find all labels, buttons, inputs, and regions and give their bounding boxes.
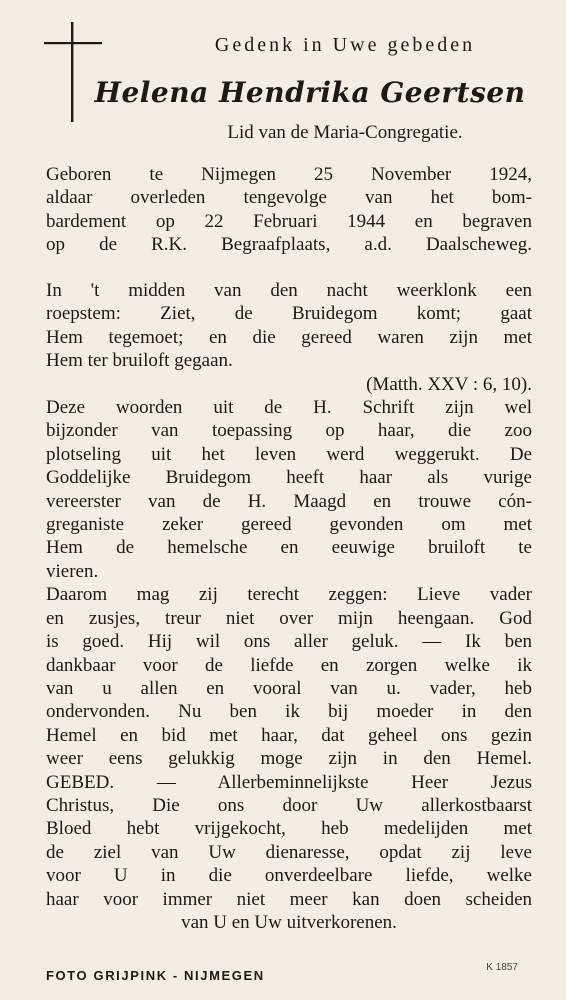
text-line: dankbaar voor de liefde en zorgen welke ik bbox=[46, 654, 532, 676]
text-line: Hemel en bid met haar, dat geheel ons gezin bbox=[46, 724, 532, 746]
verse-reference: (Matth. XXV : 6, 10). bbox=[366, 373, 532, 395]
photographer-credit: FOTO GRIJPINK - NIJMEGEN bbox=[46, 968, 265, 983]
birth-paragraph bbox=[46, 163, 532, 257]
text-line: van u allen en vooral van u. vader, heb bbox=[46, 677, 532, 699]
text-line: Daarom mag zij terecht zeggen: Lieve vader bbox=[46, 584, 532, 606]
text-line: op de R.K. Begraafplaats, a.d. Daalscheweg. bbox=[46, 234, 532, 256]
header-text: Gedenk in Uwe gebeden bbox=[214, 34, 476, 56]
text-line: vereerster van de H. Maagd en trouwe cón- bbox=[46, 490, 532, 512]
text-line: de ziel van Uw dienaresse, opdat zij leve bbox=[46, 841, 532, 863]
text-line: Hem tegemoet; en die gereed waren zijn met bbox=[46, 326, 532, 348]
text-line: In 't midden van den nacht weerklonk een bbox=[46, 280, 532, 301]
text-line: haar voor immer niet meer kan doen scheiden bbox=[46, 888, 532, 910]
text-line: greganiste zeker gereed gevonden om met bbox=[46, 514, 532, 536]
text-line: Hem ter bruiloft gegaan. bbox=[46, 350, 233, 372]
text-line: roepstem: Ziet, de Bruidegom komt; gaat bbox=[46, 303, 532, 325]
text-line: Deze woorden uit de H. Schrift zijn wel bbox=[46, 397, 532, 419]
text-line: Geboren te Nijmegen 25 November 1924, bbox=[46, 164, 532, 185]
text-line: Christus, Die ons door Uw allerkostbaarst bbox=[46, 794, 532, 816]
text-line: bijzonder van toepassing op haar, die zoo bbox=[46, 420, 532, 442]
text-line: Bloed hebt vrijgekocht, heb medelijden met bbox=[46, 818, 532, 840]
text-line: plotseling uit het leven werd weggerukt. De bbox=[46, 443, 532, 465]
main-paragraphs bbox=[46, 279, 532, 934]
deceased-name: Helena Hendrika Geertsen bbox=[94, 76, 526, 109]
text-line: bardement op 22 Februari 1944 en begraven bbox=[46, 210, 532, 232]
text-line: ondervonden. Nu ben ik bij moeder in den bbox=[46, 701, 532, 723]
text-line: weer eens gelukkig moge zijn in den Hemel. bbox=[46, 748, 532, 770]
text-line: en zusjes, treur niet over mijn heengaan. God bbox=[46, 607, 532, 629]
text-line: Hem de hemelsche en eeuwige bruiloft te bbox=[46, 537, 532, 559]
text-line: Goddelijke Bruidegom heeft haar als vurige bbox=[46, 467, 532, 489]
text-line: van U en Uw uitverkorenen. bbox=[181, 911, 397, 933]
text-line: vieren. bbox=[46, 560, 99, 582]
text-line: aldaar overleden tengevolge van het bom- bbox=[46, 187, 532, 209]
text-line: GEBED. — Allerbeminnelijkste Heer Jezus bbox=[46, 771, 532, 793]
subtitle: Lid van de Maria-Congregatie. bbox=[227, 122, 463, 143]
text-line: is goed. Hij wil ons aller geluk. — Ik ben bbox=[46, 631, 532, 653]
text-line: voor U in die onverdeelbare liefde, welke bbox=[46, 865, 532, 887]
print-code: K 1857 bbox=[486, 962, 518, 973]
